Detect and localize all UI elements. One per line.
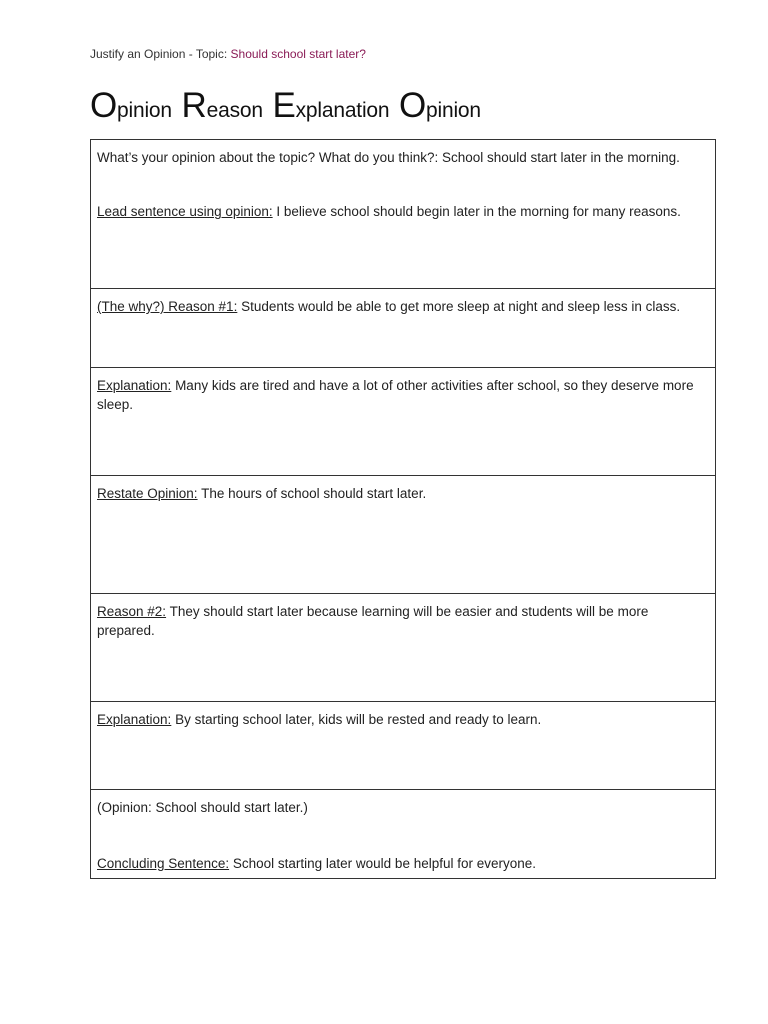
title-word-opinion xyxy=(90,86,172,125)
concluding-sentence xyxy=(97,854,707,873)
lead-label: Lead sentence using opinion: xyxy=(97,204,273,219)
concluding-label: Concluding Sentence: xyxy=(97,856,230,871)
title-rest: eason xyxy=(206,99,263,122)
title-initial: O xyxy=(90,86,118,125)
row-restate-opinion xyxy=(91,476,715,594)
restate-label: Restate Opinion: xyxy=(97,486,198,501)
title-word-explanation xyxy=(272,86,390,125)
explanation2-text: By starting school later, kids will be rested and ready to learn. xyxy=(171,712,542,727)
title-rest: pinion xyxy=(117,99,172,122)
title-word-opinion-final xyxy=(399,86,481,125)
lead-text: I believe school should begin later in the morning for many reasons. xyxy=(272,204,681,219)
concluding-text: School starting later would be helpful for everyone. xyxy=(229,856,537,871)
conclusion-opinion: (Opinion: School should start later.) xyxy=(97,800,308,815)
title-rest: xplanation xyxy=(295,99,390,122)
row-explanation-1 xyxy=(91,368,715,476)
organizer-table xyxy=(90,139,716,879)
header-prefix: Justify an Opinion - Topic: xyxy=(90,47,231,61)
reason1-text: Students would be able to get more sleep at night and sleep less in class. xyxy=(237,299,681,314)
explanation2-label: Explanation: xyxy=(97,712,172,727)
title-rest: pinion xyxy=(426,99,481,122)
header-line xyxy=(90,47,366,61)
row-reason-1 xyxy=(91,289,715,368)
title-initial: R xyxy=(181,86,207,125)
row-explanation-2 xyxy=(91,702,715,790)
title-initial: E xyxy=(272,86,296,125)
explanation1-label: Explanation: xyxy=(97,378,172,393)
reason2-text: They should start later because learning will be easier and students will be more prepared. xyxy=(97,604,649,638)
lead-sentence xyxy=(97,202,707,221)
restate-text: The hours of school should start later. xyxy=(197,486,427,501)
opinion-question: What’s your opinion about the topic? What do you think?: School should start later in the morning. xyxy=(97,150,680,165)
title-initial: O xyxy=(399,86,427,125)
reason2-label: Reason #2: xyxy=(97,604,167,619)
spacer xyxy=(97,817,707,854)
page-title xyxy=(90,88,485,123)
title-word-reason xyxy=(181,86,263,125)
row-conclusion xyxy=(91,790,715,878)
header-topic: Should school start later? xyxy=(230,47,366,61)
row-reason-2 xyxy=(91,594,715,702)
row-opinion xyxy=(91,140,715,289)
explanation1-text: Many kids are tired and have a lot of other activities after school, so they deserve more sleep. xyxy=(97,378,694,412)
reason1-label: (The why?) Reason #1: xyxy=(97,299,238,314)
spacer xyxy=(97,167,707,202)
